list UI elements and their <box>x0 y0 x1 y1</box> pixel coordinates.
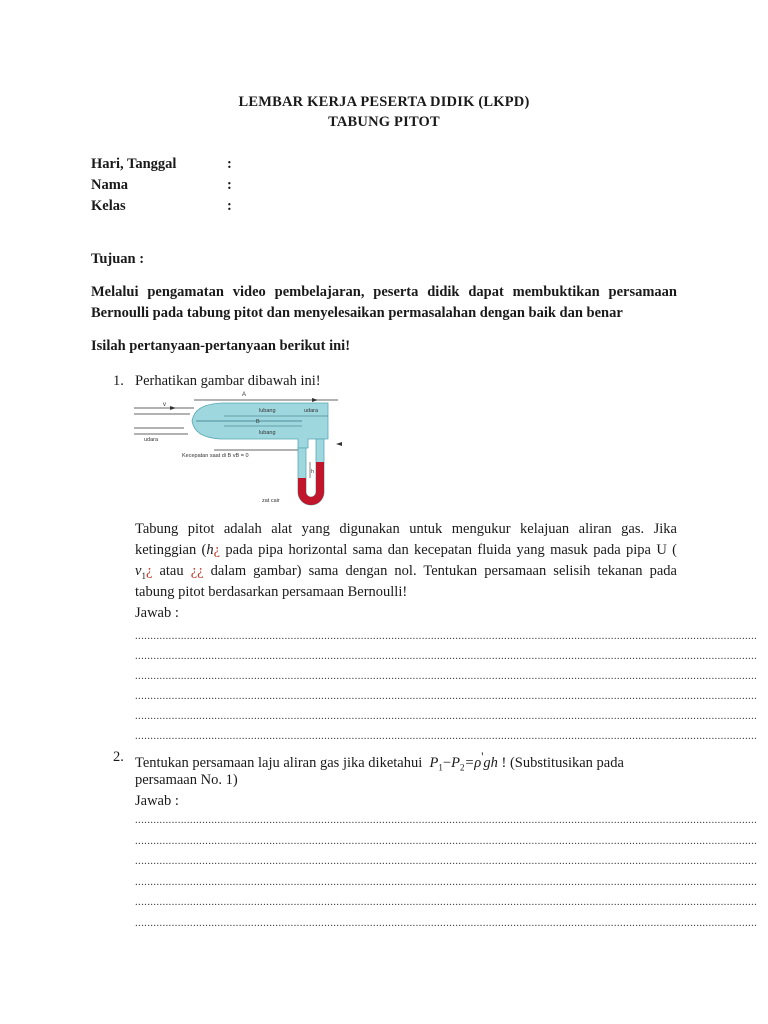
answer-line[interactable]: ............................................................................................................................................................................................................ <box>135 630 758 642</box>
glyph-placeholder: ¿ <box>213 542 221 558</box>
var-v: v <box>135 563 142 579</box>
arrow-icon <box>336 442 342 446</box>
q2-text-line-1: Tentukan persamaan laju aliran gas jika diketahui $P_1-P_2=\rho'gh$ ! (Substitusikan pada <box>135 750 624 773</box>
identity-colon: : <box>227 198 232 214</box>
answer-line[interactable]: ............................................................................................................................................................................................................ <box>135 710 758 722</box>
arrow-icon <box>312 398 318 402</box>
identity-row-name <box>91 177 232 194</box>
objective-line-2: Bernoulli pada tabung pitot dan menyelesaikan permasalahan dengan baik dan benar <box>91 305 623 321</box>
answer-line[interactable]: ............................................................................................................................................................................................................ <box>135 896 758 908</box>
label-speed: Kecepatan saat di B vB = 0 <box>182 453 249 459</box>
glyph-placeholder: ¿¿ <box>190 563 204 579</box>
answer-line[interactable]: ............................................................................................................................................................................................................ <box>135 814 758 826</box>
formula-P2: P <box>451 754 460 771</box>
identity-row-class <box>91 198 232 215</box>
label-zat-cair: zat cair <box>262 498 280 504</box>
formula-P1: P <box>429 754 439 771</box>
label-lubang-top: lubang <box>259 408 276 414</box>
objective-heading: Tujuan : <box>91 251 145 267</box>
answer-line[interactable]: ............................................................................................................................................................................................................ <box>135 730 758 742</box>
label-h: h <box>311 469 315 475</box>
pitot-tube-figure <box>132 388 344 510</box>
answer-line[interactable]: ............................................................................................................................................................................................................ <box>135 670 758 682</box>
answer-line[interactable]: ............................................................................................................................................................................................................ <box>135 650 758 662</box>
q2-number: 2. <box>113 749 124 765</box>
q2-answer-label: Jawab : <box>135 793 179 809</box>
glyph-placeholder: ¿ <box>145 563 153 579</box>
identity-label: Nama <box>91 177 129 193</box>
answer-line[interactable]: ............................................................................................................................................................................................................ <box>135 917 758 929</box>
answer-line[interactable]: ............................................................................................................................................................................................................ <box>135 876 758 888</box>
q1-number: 1. <box>113 373 124 389</box>
answer-line[interactable]: ............................................................................................................................................................................................................ <box>135 690 758 702</box>
identity-label: Kelas <box>91 198 126 214</box>
label-udara-top: udara <box>304 408 319 414</box>
label-udara-left: udara <box>144 437 159 443</box>
label-B: B <box>256 419 260 425</box>
page-subtitle: TABUNG PITOT <box>328 114 440 130</box>
q2-text-line-2: persamaan No. 1) <box>135 772 238 788</box>
q1-answer-label: Jawab : <box>135 605 179 621</box>
q1-text-line-1: Tabung pitot adalah alat yang digunakan untuk mengukur kelajuan aliran gas. Jika <box>135 521 677 537</box>
var-h: h <box>206 542 214 558</box>
q1-text-line-4: tabung pitot berdasarkan persamaan Bernoulli! <box>135 584 408 600</box>
objective-line-1: Melalui pengamatan video pembelajaran, peserta didik dapat membuktikan persamaan <box>91 284 677 300</box>
instruction-text: Isilah pertanyaan-pertanyaan berikut ini! <box>91 338 351 354</box>
q1-text-line-3: $v_1¿$ atau ¿¿ dalam gambar) sama dengan nol. Tentukan persamaan selisih tekanan pada <box>135 563 677 581</box>
identity-colon: : <box>227 156 232 172</box>
identity-row-date <box>91 156 232 173</box>
q1-prompt: Perhatikan gambar dibawah ini! <box>135 373 321 389</box>
page-title: LEMBAR KERJA PESERTA DIDIK (LKPD) <box>238 94 530 110</box>
identity-colon: : <box>227 177 232 193</box>
label-v: v <box>163 402 166 408</box>
answer-line[interactable]: ............................................................................................................................................................................................................ <box>135 855 758 867</box>
answer-line[interactable]: ............................................................................................................................................................................................................ <box>135 835 758 847</box>
arrow-icon <box>170 406 176 410</box>
identity-label: Hari, Tanggal <box>91 156 177 172</box>
label-A: A <box>242 392 247 398</box>
label-lubang-bottom: lubang <box>259 430 276 436</box>
q1-text-line-2: ketinggian (h¿ pada pipa horizontal sama dan kecepatan fluida yang masuk pada pipa U ( <box>135 542 677 558</box>
